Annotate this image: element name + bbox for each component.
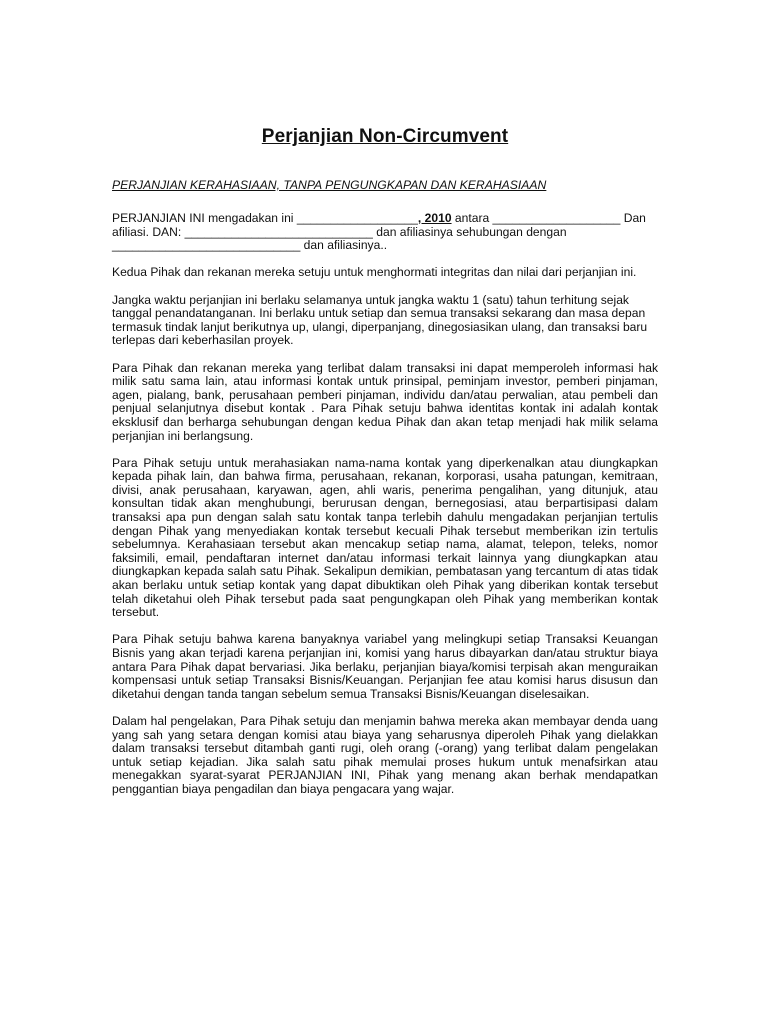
paragraph-1: Kedua Pihak dan rekanan mereka setuju untuk menghormati integritas dan nilai dari perjanjian ini.	[112, 265, 637, 280]
paragraph-5: Para Pihak setuju bahwa karena banyaknya variabel yang melingkupi setiap Transaksi Keuangan Bisnis yang akan terjadi karena perjanjian ini, komisi yang harus dibayarkan dan/atau struktur biaya antara Para Pihak dapat bervariasi. Jika berlaku, perjanjian biaya/komisi terpisah akan menguraikan kompensasi untuk setiap Transaksi Bisnis/Keuangan. Perjanjian fee atau komisi harus disusun dan diketahui dengan tanda tangan sebelum semua Transaksi Bisnis/Keuangan diselesaikan.	[112, 632, 658, 701]
paragraph-4: Para Pihak setuju untuk merahasiakan nama-nama kontak yang diperkenalkan atau diungkapkan kepada pihak lain, dan bahwa firma, perusahaan, rekanan, korporasi, usaha patungan, kemitraan, divisi, anak perusahaan, karyawan, agen, ahli waris, penerima pengalihan, yang ditunjuk, atau konsultan tidak akan menghubungi, berurusan dengan, bernegosiasi, atau berpartisipasi dalam transaksi apa pun dengan salah satu kontak tanpa terlebih dahulu mengadakan perjanjian tertulis dengan Pihak yang menyediakan kontak tersebut kecuali Pihak tersebut memberikan izin tertulis sebelumnya. Kerahasiaan tersebut akan mencakup setiap nama, alamat, telepon, teleks, nomor faksimili, email, pendaftaran internet dan/atau informasi terkait lainnya yang diungkapkan atau diungkapkan kepada salah satu Pihak. Sekalipun demikian, pembatasan yang tercantum di atas tidak akan berlaku untuk setiap kontak yang dapat dibuktikan oleh Pihak yang diberikan kontak tersebut telah diketahui oleh Pihak tersebut pada saat pengungkapan oleh Pihak yang memberikan kontak tersebut.	[112, 455, 658, 620]
paragraph-2: Jangka waktu perjanjian ini berlaku selamanya untuk jangka waktu 1 (satu) tahun terhitung sejak tanggal penandatanganan. Ini berlaku untuk setiap dan semua transaksi sekarang dan masa depan termasuk tindak lanjut berikutnya up, ulangi, diperpanjang, dinegosiasikan ulang, dan transaksi baru terlepas dari keberhasilan proyek.	[112, 292, 648, 348]
intro-paragraph	[112, 212, 658, 253]
document-page	[112, 126, 658, 810]
intro-part-2: antara ___________________ Dan afiliasi. DAN: ____________________________ dan afiliasinya sehubungan dengan ____________________________ dan afiliasinya..	[112, 211, 646, 253]
intro-part-1: PERJANJIAN INI mengadakan ini __________________	[112, 211, 418, 225]
document-title: Perjanjian Non-Circumvent	[261, 126, 509, 147]
document-subtitle: PERJANJIAN KERAHASIAAN, TANPA PENGUNGKAPAN DAN KERAHASIAAN	[112, 178, 547, 192]
intro-date: , 2010	[417, 211, 452, 225]
paragraph-6: Dalam hal pengelakan, Para Pihak setuju dan menjamin bahwa mereka akan membayar denda uang yang sah yang setara dengan komisi atau biaya yang seharusnya diperoleh Pihak yang dielakkan dalam transaksi tersebut ditambah ganti rugi, oleh orang (-orang) yang terlibat dalam pengelakan untuk setiap kejadian. Jika salah satu pihak memulai proses hukum untuk menafsirkan atau menegakkan syarat-syarat PERJANJIAN INI, Pihak yang menang akan berhak mendapatkan penggantian biaya pengadilan dan biaya pengacara yang wajar.	[112, 713, 658, 796]
paragraph-3: Para Pihak dan rekanan mereka yang terlibat dalam transaksi ini dapat memperoleh informasi hak milik satu sama lain, atau informasi kontak untuk prinsipal, peminjam investor, pemberi pinjaman, agen, pialang, bank, perusahaan pemberi pinjaman, individu dan/atau perwalian, atau pembeli dan penjual selanjutnya disebut kontak . Para Pihak setuju bahwa identitas kontak ini adalah kontak eksklusif dan berharga sehubungan dengan kedua Pihak dan akan tetap menjadi hak milik selama perjanjian ini berlangsung.	[112, 360, 658, 443]
